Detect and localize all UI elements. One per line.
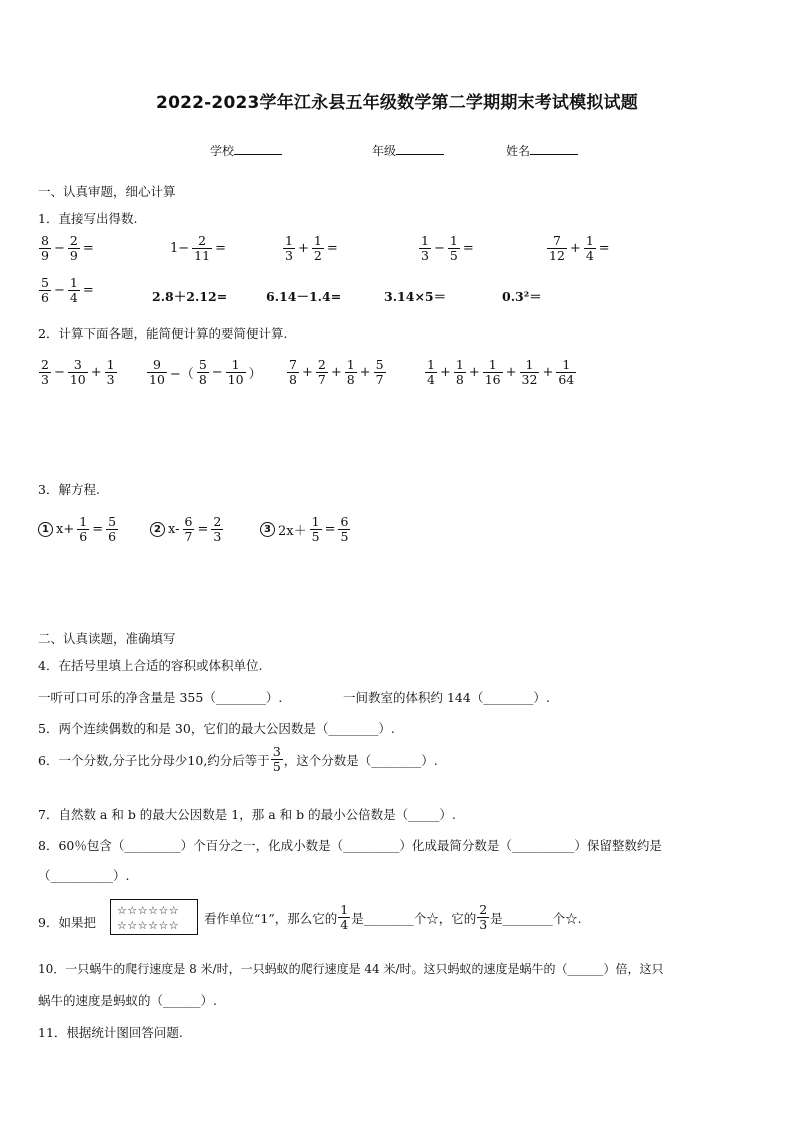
- school-field[interactable]: [210, 142, 282, 159]
- q10-text-line2: 蜗牛的速度是蚂蚁的（______）.: [38, 993, 217, 1008]
- q1-expr-8: 6.14－1.4=: [266, 289, 342, 304]
- q1-expr-2: 1− $\frac{2}{11}$ =: [170, 233, 226, 263]
- name-label: 姓名: [506, 144, 531, 158]
- section1-title: 一、认真审题，细心计算: [38, 184, 176, 199]
- fraction: $\frac{1}{64}$: [558, 357, 575, 387]
- fraction: $\frac{1}{3}$: [285, 233, 293, 263]
- q1-expr-5: $\frac{7}{12}$ + $\frac{1}{4}$ =: [549, 233, 610, 263]
- q9-mid: 看作单位“1”，那么它的: [204, 910, 338, 926]
- fraction: $\frac{1}{3}$: [106, 357, 115, 387]
- q2-expr-2: $\frac{9}{10}$ −（ $\frac{5}{8}$ − $\frac{1}{10}$ ）: [149, 357, 262, 387]
- fraction: $\frac{1}{4}$: [585, 233, 594, 263]
- stars-row-2: ☆☆☆☆☆☆: [117, 919, 180, 932]
- fraction: $\frac{2}{3}$: [41, 357, 49, 387]
- q4-label: 4．在括号里填上合适的容积或体积单位.: [38, 658, 263, 673]
- fraction: $\frac{5}{6}$: [41, 275, 49, 305]
- q1-expr-6: $\frac{5}{6}$ − $\frac{1}{4}$ =: [41, 275, 94, 305]
- q4a-text: 一听可口可乐的净含量是 355（________）.: [38, 690, 283, 705]
- q1-expr-4: $\frac{1}{3}$ − $\frac{1}{5}$ =: [421, 233, 474, 263]
- q11-text: 11．根据统计图回答问题.: [38, 1025, 183, 1040]
- circled-number: 1: [38, 522, 53, 537]
- q5-text: 5．两个连续偶数的和是 30，它们的最大公因数是（________）.: [38, 721, 395, 736]
- fraction: $\frac{5}{8}$: [198, 357, 207, 387]
- q1-expr-9: 3.14×5＝: [384, 289, 447, 304]
- q7-text: 7．自然数 a 和 b 的最大公因数是 1，那 a 和 b 的最小公倍数是（_____）.: [38, 807, 456, 822]
- fraction: $\frac{3}{10}$: [69, 357, 86, 387]
- fraction: $\frac{3}{5}$: [272, 744, 281, 774]
- name-blank[interactable]: [530, 142, 578, 155]
- section2-title: 二、认真读题，准确填写: [38, 631, 176, 646]
- grade-label: 年级: [372, 144, 397, 158]
- q6-line: [38, 745, 438, 774]
- circled-number: 3: [260, 522, 275, 537]
- fraction: $\frac{1}{3}$: [421, 233, 429, 263]
- q1-expr-1: $\frac{8}{9}$ − $\frac{2}{9}$ =: [41, 233, 94, 263]
- fraction: $\frac{5}{7}$: [375, 357, 384, 387]
- q9-mid2: 是________个☆，它的: [351, 910, 477, 926]
- fraction: $\frac{1}{8}$: [455, 357, 464, 387]
- fraction: $\frac{1}{4}$: [427, 357, 435, 387]
- circled-number: 2: [150, 522, 165, 537]
- q3-label: 3．解方程.: [38, 482, 100, 497]
- q3-equation-2: 2 x- $\frac{6}{7}$ = $\frac{2}{3}$: [150, 515, 224, 544]
- fraction: $\frac{7}{12}$: [549, 233, 565, 263]
- q4b-text: 一间教室的体积约 144（________）.: [343, 690, 550, 705]
- stars-row-1: ☆☆☆☆☆☆: [117, 904, 180, 917]
- fraction: $\frac{2}{7}$: [317, 357, 326, 387]
- q2-expr-4: $\frac{1}{4}$ + $\frac{1}{8}$ + $\frac{1}{16}$ + $\frac{1}{32}$ + $\frac{1}{64}$: [427, 357, 575, 387]
- fraction: $\frac{2}{3}$: [479, 902, 488, 932]
- fraction: $\frac{6}{7}$: [184, 514, 193, 544]
- q1-label: 1．直接写出得数.: [38, 211, 138, 226]
- q1-expr-7: 2.8＋2.12=: [152, 289, 228, 304]
- fraction: $\frac{5}{6}$: [108, 514, 117, 544]
- q8-text-line1: 8．60％包含（_________）个百分之一，化成小数是（_________）化成最简分数是（__________）保留整数约是: [38, 838, 662, 853]
- fraction: $\frac{1}{8}$: [346, 357, 355, 387]
- q10-text-line1: 10．一只蜗牛的爬行速度是 8 米/时，一只蚂蚁的爬行速度是 44 米/时。这只蚂蚁的速度是蜗牛的（______）倍，这只: [38, 962, 664, 976]
- q3-equation-3: 3 2x＋ $\frac{1}{5}$ = $\frac{6}{5}$: [260, 515, 351, 544]
- q8-text-line2: （__________）.: [38, 868, 130, 883]
- fraction: $\frac{1}{2}$: [313, 233, 322, 263]
- q9-pre: 9．如果把: [38, 915, 96, 930]
- q2-label: 2．计算下面各题，能简便计算的要简便计算.: [38, 326, 288, 341]
- fraction: $\frac{1}{5}$: [449, 233, 458, 263]
- q9-line: [204, 903, 582, 932]
- fraction: $\frac{2}{9}$: [69, 233, 78, 263]
- q6-post: ，这个分数是（________）.: [283, 752, 438, 768]
- q1-expr-3: $\frac{1}{3}$ + $\frac{1}{2}$ =: [285, 233, 338, 263]
- fraction: $\frac{1}{16}$: [484, 357, 501, 387]
- q6-pre: 6．一个分数,分子比分母少10,约分后等于: [38, 752, 270, 768]
- school-blank[interactable]: [234, 142, 282, 155]
- q2-expr-3: $\frac{7}{8}$ + $\frac{2}{7}$ + $\frac{1}{8}$ + $\frac{5}{7}$: [289, 357, 384, 387]
- q2-expr-1: $\frac{2}{3}$ − $\frac{3}{10}$ + $\frac{1}{3}$: [41, 357, 115, 387]
- fraction: $\frac{1}{6}$: [79, 514, 88, 544]
- fraction: $\frac{1}{32}$: [521, 357, 538, 387]
- grade-field[interactable]: [372, 142, 444, 159]
- q9-post: 是________个☆.: [490, 910, 582, 926]
- star-box: [110, 899, 198, 935]
- fraction: $\frac{1}{5}$: [311, 514, 320, 544]
- fraction: $\frac{1}{4}$: [340, 902, 349, 932]
- fraction: $\frac{1}{4}$: [69, 275, 78, 305]
- fraction: $\frac{2}{11}$: [194, 233, 211, 263]
- fraction: $\frac{9}{10}$: [149, 357, 165, 387]
- fraction: $\frac{1}{10}$: [227, 357, 244, 387]
- fraction: $\frac{7}{8}$: [289, 357, 297, 387]
- fraction: $\frac{6}{5}$: [340, 514, 349, 544]
- fraction: $\frac{2}{3}$: [213, 514, 222, 544]
- grade-blank[interactable]: [396, 142, 444, 155]
- q1-expr-10: 0.3²＝: [502, 289, 542, 304]
- q3-equation-1: 1 x+ $\frac{1}{6}$ = $\frac{5}{6}$: [38, 515, 119, 544]
- fraction: $\frac{8}{9}$: [41, 233, 49, 263]
- school-label: 学校: [210, 144, 235, 158]
- name-field[interactable]: [506, 142, 578, 159]
- page-title: 2022-2023学年江永县五年级数学第二学期期末考试模拟试题: [156, 93, 638, 113]
